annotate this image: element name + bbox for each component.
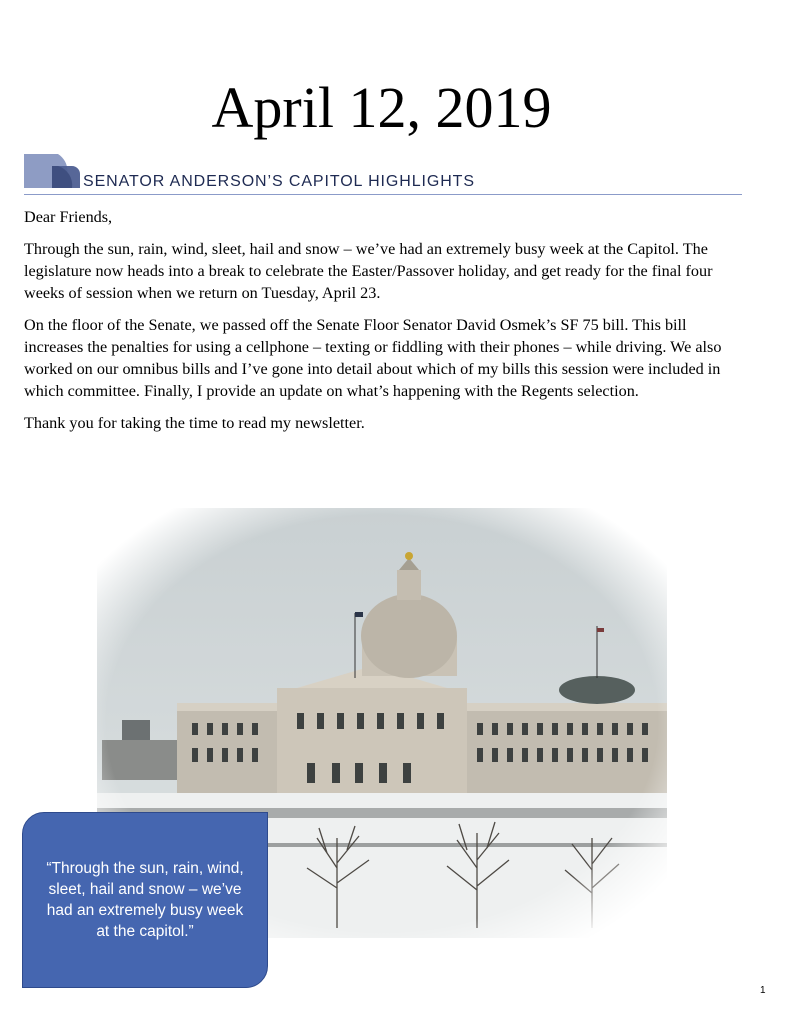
newsletter-title: SENATOR ANDERSON’S CAPITOL HIGHLIGHTS — [83, 173, 475, 190]
paragraph: Thank you for taking the time to read my newsletter. — [24, 414, 365, 432]
paragraph: Through the sun, rain, wind, sleet, hail and snow – we’ve had an extremely busy week at the Capitol. The legislature now heads into a break to celebrate the Easter/Passover holiday, and get ready for the final four weeks of session when we return on Tuesday, April 23. — [24, 240, 713, 302]
header-divider — [24, 194, 742, 195]
senate-logo-icon — [22, 152, 82, 190]
pull-quote-box — [22, 812, 268, 988]
paragraph: On the floor of the Senate, we passed off the Senate Floor Senator David Osmek’s SF 75 bill. This bill increases the penalties for using a cellphone – texting or fiddling with their phones – while driving. We also worked on our omnibus bills and I’ve gone into detail about which of my bills this session were included in which committee. Finally, I provide an update on what’s happening with the Regents selection. — [24, 316, 722, 400]
greeting: Dear Friends, — [24, 208, 113, 226]
letter-body — [24, 206, 744, 444]
pull-quote-text: “Through the sun, rain, wind, sleet, hail and snow – we’ve had an extremely busy week at the capitol.” — [46, 860, 244, 940]
page-number: 1 — [760, 985, 766, 996]
newsletter-date: April 12, 2019 — [211, 75, 552, 140]
